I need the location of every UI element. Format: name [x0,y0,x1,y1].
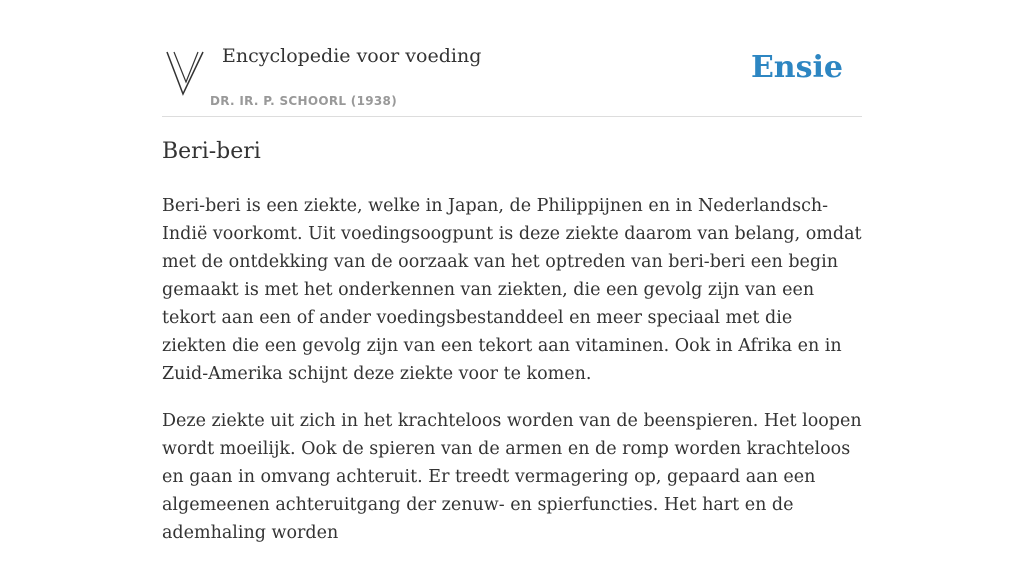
article-paragraph: Beri-beri is een ziekte, welke in Japan, de Philippijnen en in Nederlandsch-Indië voorkomt. Uit voedingsoogpunt is deze ziekte daarom van belang, omdat met de ontdekking van de oorzaak van het optreden van beri-beri een begin gemaakt is met het onderkennen van ziekten, die een gevolg zijn van een tekort aan een of ander voedingsbestanddeel en meer speciaal met die ziekten die een gevolg zijn van een tekort aan vitaminen. Ook in Afrika en in Zuid-Amerika schijnt deze ziekte voor te komen. [162,196,862,384]
header [162,0,862,117]
brand-logo[interactable]: Ensie [750,50,843,85]
article-paragraph: Deze ziekte uit zich in het krachteloos worden van de beenspieren. Het loopen wordt moeilijk. Ook de spieren van de armen en de romp worden krachteloos en gaan in omvang achteruit. Er treedt vermagering op, gepaard aan een algemeenen achteruitgang der zenuw- en spierfuncties. Het hart en de ademhaling worden [162,411,862,543]
book-author: DR. IR. P. SCHOORL (1938) [210,94,397,108]
article-title: Beri-beri [162,139,261,164]
book-title[interactable]: Encyclopedie voor voeding [222,45,482,67]
article-body [162,192,862,566]
logo-icon[interactable] [165,48,207,96]
